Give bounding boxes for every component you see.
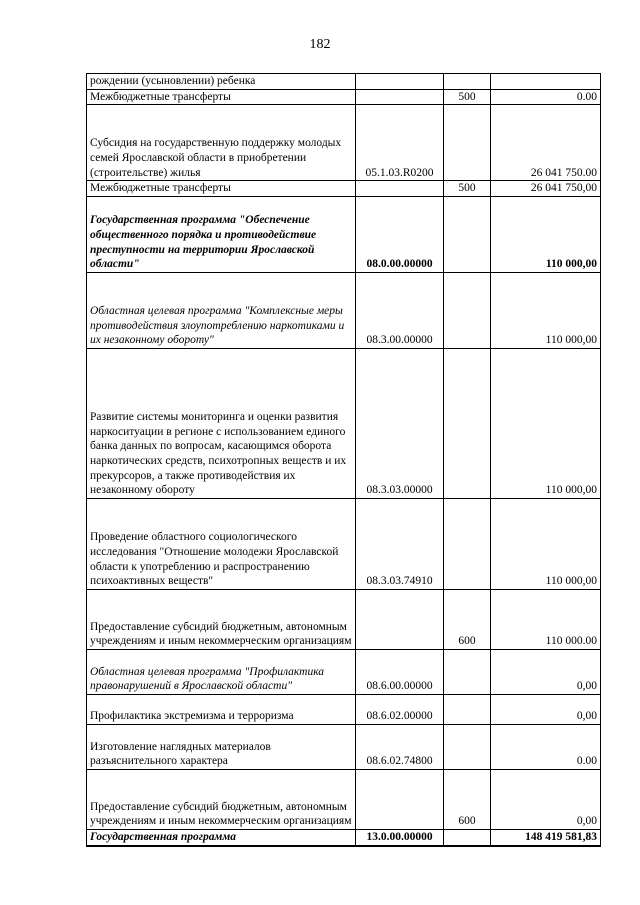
row-code: 08.6.02.74800 (356, 725, 444, 770)
row-code (356, 74, 444, 90)
row-name: Государственная программа (87, 830, 356, 846)
row-code (356, 590, 444, 650)
row-code: 08.6.00.00000 (356, 650, 444, 695)
row-expense-type: 500 (444, 181, 491, 197)
row-code (356, 89, 444, 105)
row-name: Изготовление наглядных материалов разъяснительного характера (87, 725, 356, 770)
row-expense-type (444, 349, 491, 499)
row-amount: 110 000.00 (491, 590, 601, 650)
row-amount: 26 041 750.00 (491, 105, 601, 181)
row-amount: 0.00 (491, 725, 601, 770)
row-name: Межбюджетные трансферты (87, 89, 356, 105)
budget-table (86, 73, 601, 847)
row-name: Развитие системы мониторинга и оценки развития наркоситуации в регионе с использованием единого банка данных по вопросам, касающимся оборота наркотических средств, психотропных веществ и их прекурсоров, а также противодействия их незаконному обороту (87, 349, 356, 499)
row-expense-type (444, 197, 491, 273)
table-row-regional-program (87, 273, 601, 349)
table-row (87, 499, 601, 590)
row-expense-type (444, 105, 491, 181)
table-row (87, 770, 601, 830)
row-expense-type: 600 (444, 590, 491, 650)
table-row (87, 181, 601, 197)
row-amount: 110 000,00 (491, 273, 601, 349)
row-code: 08.3.03.00000 (356, 349, 444, 499)
row-code: 08.3.00.00000 (356, 273, 444, 349)
table-row-state-program (87, 197, 601, 273)
table-row (87, 74, 601, 90)
row-amount: 0,00 (491, 770, 601, 830)
table-row (87, 89, 601, 105)
row-amount: 148 419 581,83 (491, 830, 601, 846)
row-code: 08.6.02.00000 (356, 695, 444, 725)
row-name: Проведение областного социологического исследования "Отношение молодежи Ярославской области к употреблению и распространению психоактивных веществ" (87, 499, 356, 590)
row-expense-type: 600 (444, 770, 491, 830)
table-row-state-program (87, 830, 601, 846)
row-code: 08.3.03.74910 (356, 499, 444, 590)
table-row (87, 349, 601, 499)
row-expense-type: 500 (444, 89, 491, 105)
row-amount: 26 041 750,00 (491, 181, 601, 197)
row-name: рождении (усыновлении) ребенка (87, 74, 356, 90)
row-expense-type (444, 273, 491, 349)
row-expense-type (444, 695, 491, 725)
row-amount: 110 000,00 (491, 499, 601, 590)
page-number: 182 (309, 37, 331, 52)
row-expense-type (444, 830, 491, 846)
table-row (87, 590, 601, 650)
row-code: 08.0.00.00000 (356, 197, 444, 273)
row-name: Профилактика экстремизма и терроризма (87, 695, 356, 725)
row-code: 05.1.03.R0200 (356, 105, 444, 181)
table-row (87, 695, 601, 725)
row-name: Государственная программа "Обеспечение общественного порядка и противодействие преступности на территории Ярославской области" (87, 197, 356, 273)
table-row (87, 105, 601, 181)
row-expense-type (444, 74, 491, 90)
row-code (356, 181, 444, 197)
row-name: Предоставление субсидий бюджетным, автономным учреждениям и иным некоммерческим организациям (87, 590, 356, 650)
row-amount: 0.00 (491, 89, 601, 105)
row-amount: 0,00 (491, 695, 601, 725)
table-row-regional-program (87, 650, 601, 695)
row-code: 13.0.00.00000 (356, 830, 444, 846)
row-amount: 110 000,00 (491, 197, 601, 273)
row-code (356, 770, 444, 830)
row-amount: 110 000,00 (491, 349, 601, 499)
row-name: Областная целевая программа "Профилактика правонарушений в Ярославской области" (87, 650, 356, 695)
row-name: Предоставление субсидий бюджетным, автономным учреждениям и иным некоммерческим организациям (87, 770, 356, 830)
row-amount (491, 74, 601, 90)
row-expense-type (444, 725, 491, 770)
row-name: Межбюджетные трансферты (87, 181, 356, 197)
row-amount: 0,00 (491, 650, 601, 695)
table-row (87, 725, 601, 770)
row-name: Субсидия на государственную поддержку молодых семей Ярославской области в приобретении (строительстве) жилья (87, 105, 356, 181)
row-expense-type (444, 499, 491, 590)
row-expense-type (444, 650, 491, 695)
row-name: Областная целевая программа "Комплексные меры противодействия злоупотреблению наркотиками и их незаконному обороту" (87, 273, 356, 349)
